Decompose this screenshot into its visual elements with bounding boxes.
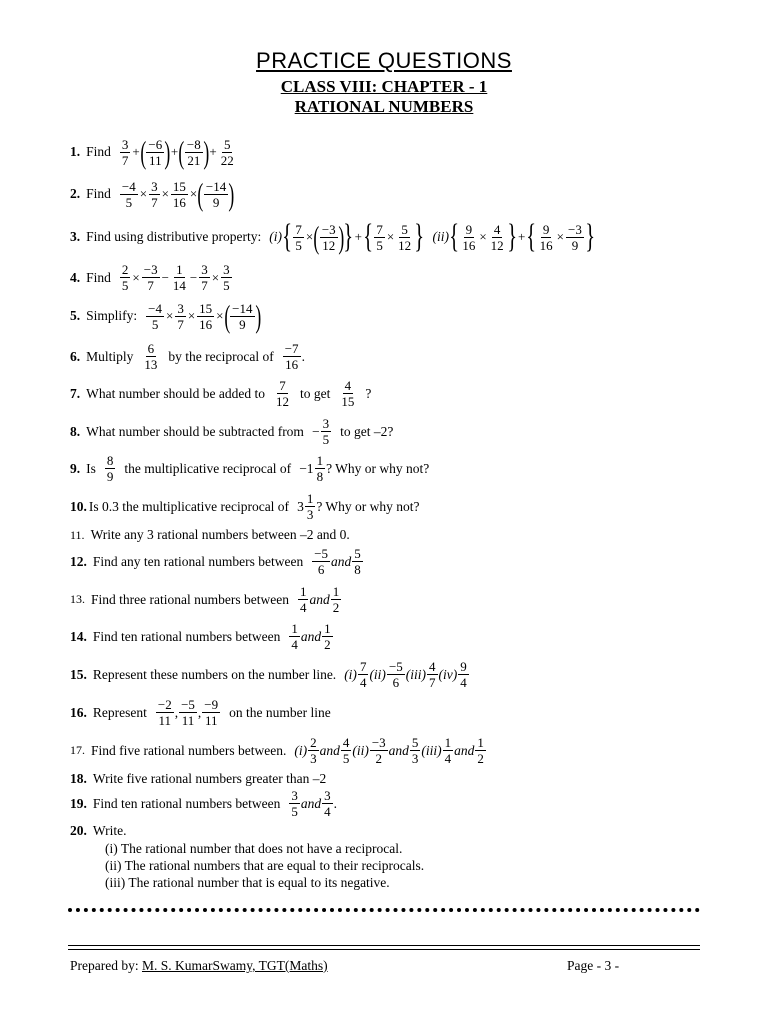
fraction: $\frac{7}{5}$ (376, 221, 383, 253)
fraction: $\frac{-4}{5}$ (121, 178, 136, 210)
fraction: $\frac{4}{12}$ (490, 221, 504, 253)
question-8: 8. What number should be subtracted from − $\frac{3}{5}$ to get –2? (70, 416, 394, 447)
fraction: $\frac{9}{16}$ (539, 221, 553, 253)
question-18: 18. Write five rational numbers greater than –2 (70, 771, 327, 786)
fraction: $\frac{-4}{5}$ (148, 300, 162, 332)
question-5: 5. Simplify: $\frac{-4}{5}$ × $\frac{3}{7}$ × $\frac{15}{16}$ × ( $\frac{-14}{9}$ ) (70, 298, 261, 334)
fraction: $\frac{-14}{9}$ (205, 178, 227, 210)
fraction: $\frac{9}{16}$ (462, 221, 476, 253)
fraction: $\frac{2}{5}$ (121, 262, 129, 293)
footer-prepared-label: Prepared by: (70, 958, 139, 973)
fraction: $\frac{3}{7}$ (177, 300, 184, 332)
question-16: 16. Represent $\frac{-2}{11}$ , $\frac{-5}{11}$ , $\frac{-9}{11}$ on the number line (70, 697, 331, 728)
question-17: 17. Find five rational numbers between. (i) $\frac{2}{3}$ and $\frac{4}{5}$ (ii) $\frac{-3}{2}$ and $\frac{5}{3}$ (iii) $\frac{1}{4}$ and $\frac{1}{2}$ (70, 735, 484, 766)
fraction: $\frac{-5}{6}$ (388, 659, 403, 690)
fraction: $\frac{3}{7}$ (121, 136, 129, 168)
footer-credit (70, 958, 328, 974)
fraction: $\frac{3}{5}$ (223, 262, 230, 293)
fraction: $\frac{7}{4}$ (359, 659, 367, 690)
fraction: $\frac{3}{4}$ (324, 788, 331, 819)
question-19: 19. Find ten rational numbers between $\frac{3}{5}$ and $\frac{3}{4}$ . (70, 788, 337, 819)
fraction: $\frac{9}{4}$ (460, 659, 467, 690)
fraction: $\frac{-9}{11}$ (204, 697, 219, 728)
fraction: $\frac{3}{7}$ (201, 262, 208, 293)
fraction: $\frac{1}{2}$ (324, 621, 331, 652)
fraction: $\frac{15}{16}$ (172, 178, 186, 210)
footer-rule (68, 945, 700, 946)
footer-rule (68, 949, 700, 950)
chapter-name-heading: RATIONAL NUMBERS (294, 97, 474, 116)
question-14: 14. Find ten rational numbers between $\frac{1}{4}$ and $\frac{1}{2}$ (70, 621, 331, 652)
fraction: $\frac{-2}{11}$ (157, 697, 172, 728)
fraction: $\frac{3}{5}$ (322, 416, 330, 447)
fraction: $\frac{1}{8}$ (316, 453, 324, 484)
question-9: 9. Is $\frac{8}{9}$ the multiplicative reciprocal of −1 $\frac{1}{8}$ ? Why or why not? (70, 453, 430, 484)
class-chapter-heading: CLASS VIII: CHAPTER - 1 (280, 77, 488, 96)
fraction: $\frac{3}{5}$ (291, 788, 298, 819)
fraction: $\frac{-14}{9}$ (232, 300, 253, 332)
fraction: $\frac{-5}{11}$ (181, 697, 195, 728)
fraction: $\frac{-3}{7}$ (143, 262, 158, 293)
fraction: $\frac{15}{16}$ (199, 300, 213, 332)
question-7: 7. What number should be added to $\frac{7}{12}$ to get $\frac{4}{15}$ ? (70, 378, 372, 409)
fraction: $\frac{7}{5}$ (295, 221, 302, 253)
fraction: $\frac{4}{7}$ (429, 659, 436, 690)
fraction: $\frac{4}{5}$ (342, 735, 350, 766)
page-title: PRACTICE QUESTIONS (256, 48, 512, 73)
footer-author: M. S. KumarSwamy, TGT(Maths) (141, 958, 328, 973)
question-20-part-i: (i) The rational number that does not have a reciprocal. (105, 841, 403, 856)
fraction: $\frac{-3}{12}$ (321, 221, 336, 253)
fraction: $\frac{3}{7}$ (151, 178, 158, 210)
fraction: $\frac{-5}{6}$ (314, 546, 329, 577)
question-20-part-iii: (iii) The rational number that is equal to its negative. (105, 875, 390, 890)
question-11: 11. Write any 3 rational numbers between –2 and 0. (70, 527, 350, 542)
dotted-divider (68, 908, 700, 912)
fraction: $\frac{8}{9}$ (106, 453, 114, 484)
fraction: $\frac{1}{4}$ (291, 621, 298, 652)
question-6: 6. Multiply $\frac{6}{13}$ by the reciprocal of $\frac{-7}{16}$ . (70, 341, 305, 372)
question-2: 2. Find $\frac{-4}{5}$ × $\frac{3}{7}$ × $\frac{15}{16}$ × ( $\frac{-14}{9}$ ) (70, 176, 235, 212)
fraction: $\frac{2}{3}$ (310, 735, 317, 766)
question-13: 13. Find three rational numbers between $\frac{1}{4}$ and $\frac{1}{2}$ (70, 584, 340, 615)
fraction: $\frac{6}{13}$ (144, 341, 158, 372)
fraction: $\frac{4}{15}$ (341, 378, 355, 409)
fraction: $\frac{1}{3}$ (306, 491, 314, 522)
fraction: $\frac{-8}{21}$ (186, 136, 201, 168)
question-10: 10. Is 0.3 the multiplicative reciprocal of 3 $\frac{1}{3}$ ? Why or why not? (70, 491, 420, 522)
fraction: $\frac{-6}{11}$ (148, 136, 163, 168)
fraction: $\frac{1}{2}$ (477, 735, 484, 766)
question-4: 4. Find $\frac{2}{5}$ × $\frac{-3}{7}$ − $\frac{1}{14}$ − $\frac{3}{7}$ × $\frac{3}{5}$ (70, 262, 230, 293)
fraction: $\frac{5}{3}$ (411, 735, 419, 766)
page-number: Page - 3 - (567, 958, 620, 973)
fraction: $\frac{1}{14}$ (172, 262, 186, 293)
fraction: $\frac{1}{4}$ (299, 584, 307, 615)
question-1: 1. Find $\frac{3}{7}$ + ( $\frac{-6}{11}$ ) + ( $\frac{-8}{21}$ ) + $\frac{5}{22}$ (70, 134, 234, 170)
question-20-part-ii: (ii) The rational numbers that are equal to their reciprocals. (105, 858, 425, 873)
fraction: $\frac{5}{12}$ (398, 221, 412, 253)
question-15: 15. Represent these numbers on the number line. (i) $\frac{7}{4}$ (ii) $\frac{-5}{6}$ (iii) $\frac{4}{7}$ (iv) $\frac{9}{4}$ (70, 659, 467, 690)
question-12: 12. Find any ten rational numbers between $\frac{-5}{6}$ and $\frac{5}{8}$ (70, 546, 361, 577)
fraction: $\frac{5}{22}$ (220, 136, 234, 168)
fraction: $\frac{1}{4}$ (444, 735, 452, 766)
fraction: $\frac{1}{2}$ (332, 584, 340, 615)
fraction: $\frac{-3}{2}$ (371, 735, 386, 766)
question-3: 3. Find using distributive property: (i) { $\frac{7}{5}$ × ( $\frac{-3}{12}$ ) } + { $\frac{7}{5}$ × $\frac{5}{12}$ } (ii) { $\frac{9}{16}$ × $\frac{4}{12}$ } + { $\frac{9}{16}$ × $\frac{-3}{9}$ } (70, 218, 595, 255)
fraction: $\frac{-7}{16}$ (284, 341, 299, 372)
question-20: 20. Write. (70, 823, 127, 838)
fraction: $\frac{-3}{9}$ (568, 221, 582, 253)
fraction: $\frac{5}{8}$ (354, 546, 361, 577)
fraction: $\frac{7}{12}$ (275, 378, 289, 409)
